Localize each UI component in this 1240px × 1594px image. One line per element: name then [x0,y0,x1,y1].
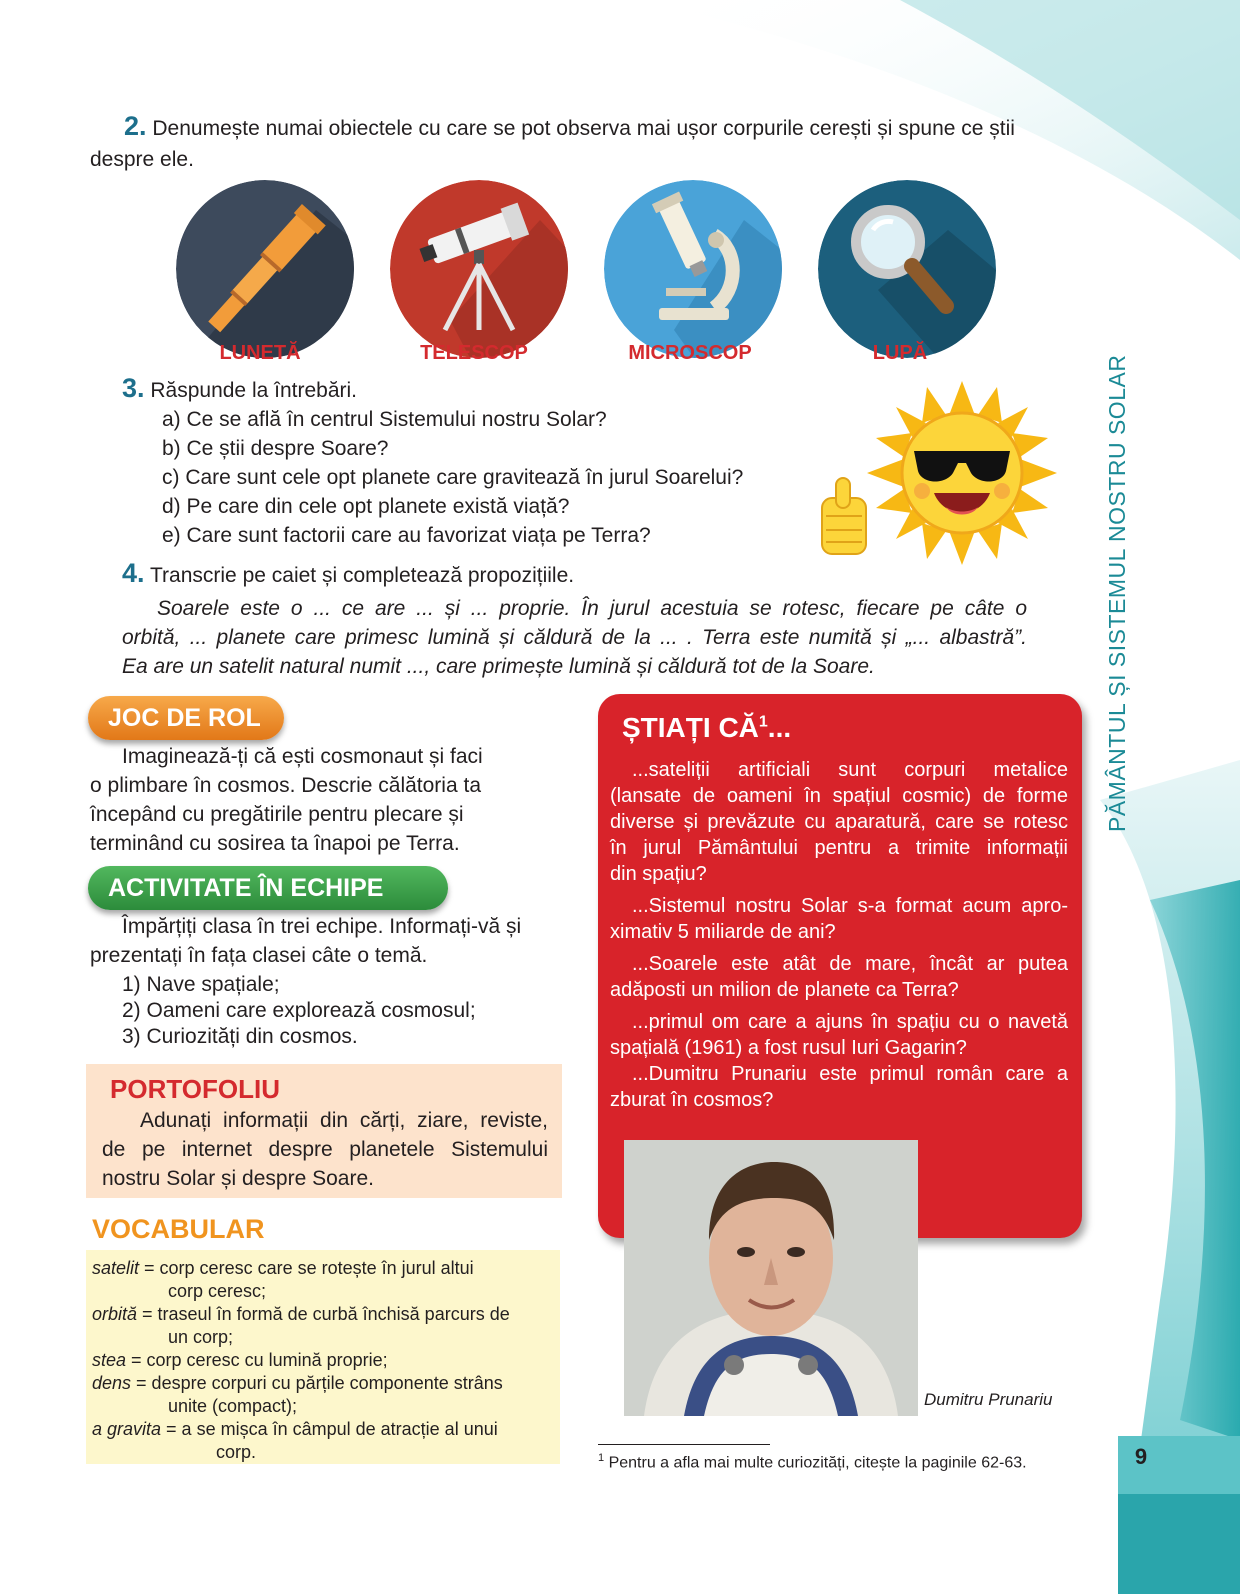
exercise-4-header [122,559,574,590]
exercise-3-title: Răspunde la întrebări. [150,379,358,402]
question-d: d) Pe care din cele opt planete există viață? [162,495,570,518]
question-b: b) Ce știi despre Soare? [162,437,389,460]
exercise-4-line2: orbită, ... planete care primesc lumină și căldură de la ... . Terra este numită și „... albastră”. [122,626,1027,649]
joc-line1: Imaginează-ți că ești cosmonaut și faci [122,745,483,768]
vocab-entry-stea: stea = corp ceresc cu lumină proprie; [92,1350,388,1370]
instrument-label-telescop: TELESCOP [420,342,528,364]
exercise-4-title: Transcrie pe caiet și completează propozițiile. [150,564,575,587]
vocabular-box [86,1250,560,1464]
vocab-entry-gravita-cont: corp. [216,1442,257,1462]
telescope-icon [390,180,568,358]
vocab-entry-satelit-cont: corp ceresc; [168,1281,267,1301]
exercise-2-number: 2. [124,111,147,141]
vocab-entry-dens: dens = despre corpuri cu părțile componente strâns [92,1373,503,1393]
microscope-icon [604,180,782,358]
joc-line2: o plimbare în cosmos. Descrie călătoria ta [90,774,481,797]
page-number: 9 [1134,1444,1148,1469]
question-a: a) Ce se află în centrul Sistemului nostru Solar? [162,408,607,431]
instrument-label-microscop: MICROSCOP [628,342,752,364]
portofoliu-line2: de pe internet despre planetele Sistemului [102,1138,548,1161]
joc-line4: terminând cu sosirea ta înapoi pe Terra. [90,832,460,855]
footnote: $^1$ Pentru a afla mai multe curiozități, citește la paginile 62-63. [598,1452,1027,1472]
footnote-divider [598,1444,770,1445]
exercise-2-line2: despre ele. [90,148,194,171]
exercise-2-line1 [124,112,1084,143]
photo-caption: Dumitru Prunariu [924,1390,1053,1409]
vocabular-heading: VOCABULAR [92,1214,265,1244]
vocab-entry-satelit: satelit = corp ceresc care se rotește în jurul altui [92,1258,474,1278]
exercise-2-text: Denumește numai obiectele cu care se pot observa mai ușor corpurile cerești și spune ce știi [152,117,1015,140]
vocab-entry-gravita: a gravita = a se mișca în câmpul de atracție al unui [92,1419,498,1439]
magnifier-icon [818,180,996,358]
exercise-3-header [122,374,357,405]
portofoliu-box [86,1064,562,1198]
activitate-heading: ACTIVITATE ÎN ECHIPE [88,866,448,910]
question-c: c) Care sunt cele opt planete care gravitează în jurul Soarelui? [162,466,744,489]
sidebar-chapter-title: PĂMÂNTUL ȘI SISTEMUL NOSTRU SOLAR [1104,354,1130,832]
activitate-line2: prezentați în fața clasei câte o temă. [90,944,428,967]
portofoliu-line3: nostru Solar și despre Soare. [102,1167,374,1190]
exercise-4-number: 4. [122,558,145,588]
sun-sunglasses-icon [812,378,1072,568]
activitate-line1: Împărțiți clasa în trei echipe. Informați-vă și [122,915,522,938]
activitate-item-3: 3) Curiozități din cosmos. [122,1025,358,1048]
exercise-3-number: 3. [122,373,145,403]
instrument-label-lupa: LUPĂ [872,342,928,364]
activitate-item-1: 1) Nave spațiale; [122,973,280,996]
instrument-label-luneta: LUNETĂ [219,342,301,364]
cosmonaut-photo [624,1140,918,1416]
joc-line3: începând cu pregătirile pentru plecare și [90,803,464,826]
portofoliu-heading: PORTOFOLIU [110,1074,280,1104]
joc-de-rol-heading: JOC DE ROL [88,696,284,740]
portofoliu-line1: Adunați informații din cărți, ziare, reviste, [140,1109,548,1132]
stiati-ca-heading: ȘTIAȚI $CĂ^1$... [622,712,792,743]
exercise-4-line3: Ea are un satelit natural numit ..., care primește lumină și căldură tot de la Soare. [122,655,875,678]
vocab-entry-orbita-cont: un corp; [168,1327,234,1347]
stiati-ca-text: ...sateliții artificiali sunt corpuri metalice (lansate de oameni în spațiul cosmic) de forme diverse și prevăzute cu aparatură, care se rotesc în jurul Pământului pentru a trimite informații din spațiu? ...Sistemul nostru Solar s-a format acum apro- ximativ 5 miliarde de ani? ...Soarele este atât de mare, încât ar putea adăposti un milion de planete ca Terra? ...primul om care a ajuns în spațiu cu o navetă spațială (1961) a fost rusul Iuri Gagarin? ...Dumitru Prunariu este primul român care a zburat în cosmos? [610,759,1068,1111]
spyglass-icon [176,180,354,358]
vocab-entry-orbita: orbită = traseul în formă de curbă închisă parcurs de [92,1304,510,1324]
exercise-4-line1: Soarele este o ... ce are ... și ... proprie. În jurul acestuia se rotesc, fiecare pe câte o [157,597,1027,620]
question-e: e) Care sunt factorii care au favorizat viața pe Terra? [162,524,651,547]
activitate-item-2: 2) Oameni care explorează cosmosul; [122,999,476,1022]
vocab-entry-dens-cont: unite (compact); [168,1396,298,1416]
